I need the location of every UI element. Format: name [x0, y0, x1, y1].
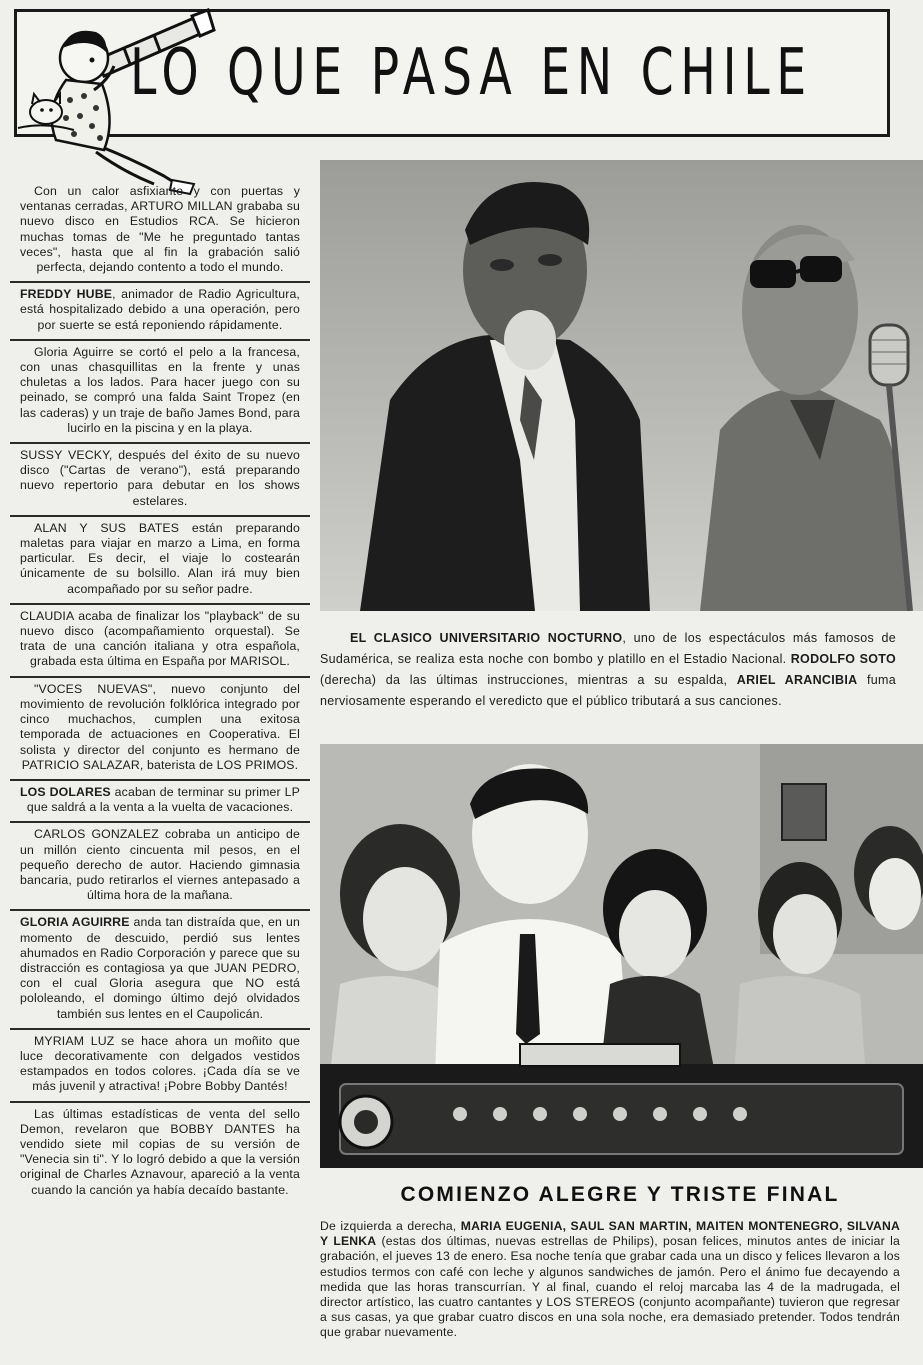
news-brief: Las últimas estadísticas de venta del sello Demon, revelaron que BOBBY DANTES ha vendido siete mil copias de su versión de "Venecia sin ti". Y lo logró debido a que la versión original de Charles Aznavour, apareció a la venta cuando la canción ya había decaído bastante.	[20, 1106, 300, 1197]
news-brief: Gloria Aguirre se cortó el pelo a la francesa, con unas chasquillitas en la frente y unas chuletas a los lados. Para hacer juego con su peinado, se compró una falda Saint Tropez (en las caderas) y un traje de baño James Bond, para lucirlo en la piscina y en la playa.	[10, 341, 310, 444]
story-headline: COMIENZO ALEGRE Y TRISTE FINAL	[400, 1183, 840, 1206]
news-brief: CARLOS GONZALEZ cobraba un anticipo de un millón ciento cincuenta mil pesos, en el pequeño derecho de autor. Haciendo gimnasia bancaria, pudo retirarlos el viernes antepasado a última hora de la mañana.	[10, 823, 310, 911]
photo-rodolfo-soto-ariel-arancibia	[320, 160, 923, 611]
news-brief: LOS DOLARES acaban de terminar su primer LP que saldrá a la venta a la vuelta de vacaciones.	[10, 781, 310, 823]
news-brief: SUSSY VECKY, después del éxito de su nuevo disco ("Cartas de verano"), está preparando nuevo repertorio para debutar en los shows estelares.	[10, 444, 310, 517]
news-brief: MYRIAM LUZ se hace ahora un moñito que luce decorativamente con delgados vestidos estampados en todos colores. ¡Cada día se ve más juvenil y atractiva! ¡Pobre Bobby Dantés!	[10, 1030, 310, 1103]
news-brief: Con un calor asfixiante y con puertas y ventanas cerradas, ARTURO MILLAN grababa su nuevo disco en Estudios RCA. Se hicieron muchas tomas de "Me he preguntado tantas veces", hasta que al fin la grabación salió perfecta, dejando contento a todo el mundo.	[10, 180, 310, 283]
page-title: LO QUE PASA EN CHILE	[130, 36, 813, 110]
news-brief: CLAUDIA acaba de finalizar los "playback" de su nuevo disco (acompañamiento orquestal). Se trata de una canción italiana y otra española, grabada esta última en España por MARISOL.	[10, 605, 310, 678]
news-brief: "VOCES NUEVAS", nuevo conjunto del movimiento de revolución folklórica integrado por cinco muchachos, cumplen una exitosa temporada de actuaciones en Cooperativa. El solista y director del conjunto es hermano de PATRICIO SALAZAR, baterista de LOS PRIMOS.	[10, 678, 310, 781]
photo1-caption: EL CLASICO UNIVERSITARIO NOCTURNO, uno de los espectáculos más famosos de Sudamérica, se realiza esta noche con bombo y platillo en el Estadio Nacional. RODOLFO SOTO (derecha) da las últimas instrucciones, mientras a su espalda, ARIEL ARANCIBIA fuma nerviosamente esperando el veredicto que el público tributará a sus canciones.	[320, 631, 897, 708]
news-brief: ALAN Y SUS BATES están preparando maletas para viajar en marzo a Lima, en forma particular. Es decir, el viaje lo costearán únicamente de su bolsillo. Alan irá muy bien acompañado por su señor padre.	[10, 517, 310, 605]
photo-recording-studio-group	[320, 744, 923, 1168]
news-brief: GLORIA AGUIRRE anda tan distraída que, en un momento de descuido, perdió sus lentes ahumados en Radio Corporación y parece que su distracción es contagiosa ya que JUAN PEDRO, con el cual Gloria asegura que NO está pololeando, el domingo último dejó olvidados también sus lentes en el Caupolicán.	[10, 911, 310, 1029]
story-caption: De izquierda a derecha, MARIA EUGENIA, SAUL SAN MARTIN, MAITEN MONTENEGRO, SILVANA Y LENKA (estas dos últimas, nuevas estrellas de Philips), posan felices, minutos antes de iniciar la grabación, el jueves 13 de enero. Esa noche tenía que grabar cada una un disco y felices llevaron a los estudios termos con café con leche y algunos sandwiches de jamón. Pero el ánimo fue decayendo a medida que las horas transcurrían. Y al final, cuando el reloj marcaba las 4 de la madrugada, el director artístico, las cuatro cantantes y LOS STEREOS (conjunto acompañante) tuvieron que regresar a sus casas, ya que grabar cuatro discos en una sola noche, era demasiado pretender. Todos tendrán que grabar nuevamente.	[320, 1219, 900, 1340]
news-briefs-column	[10, 180, 310, 1204]
news-brief: FREDDY HUBE, animador de Radio Agricultura, está hospitalizado debido a una operación, pero por suerte se está reponiendo rápidamente.	[10, 283, 310, 341]
